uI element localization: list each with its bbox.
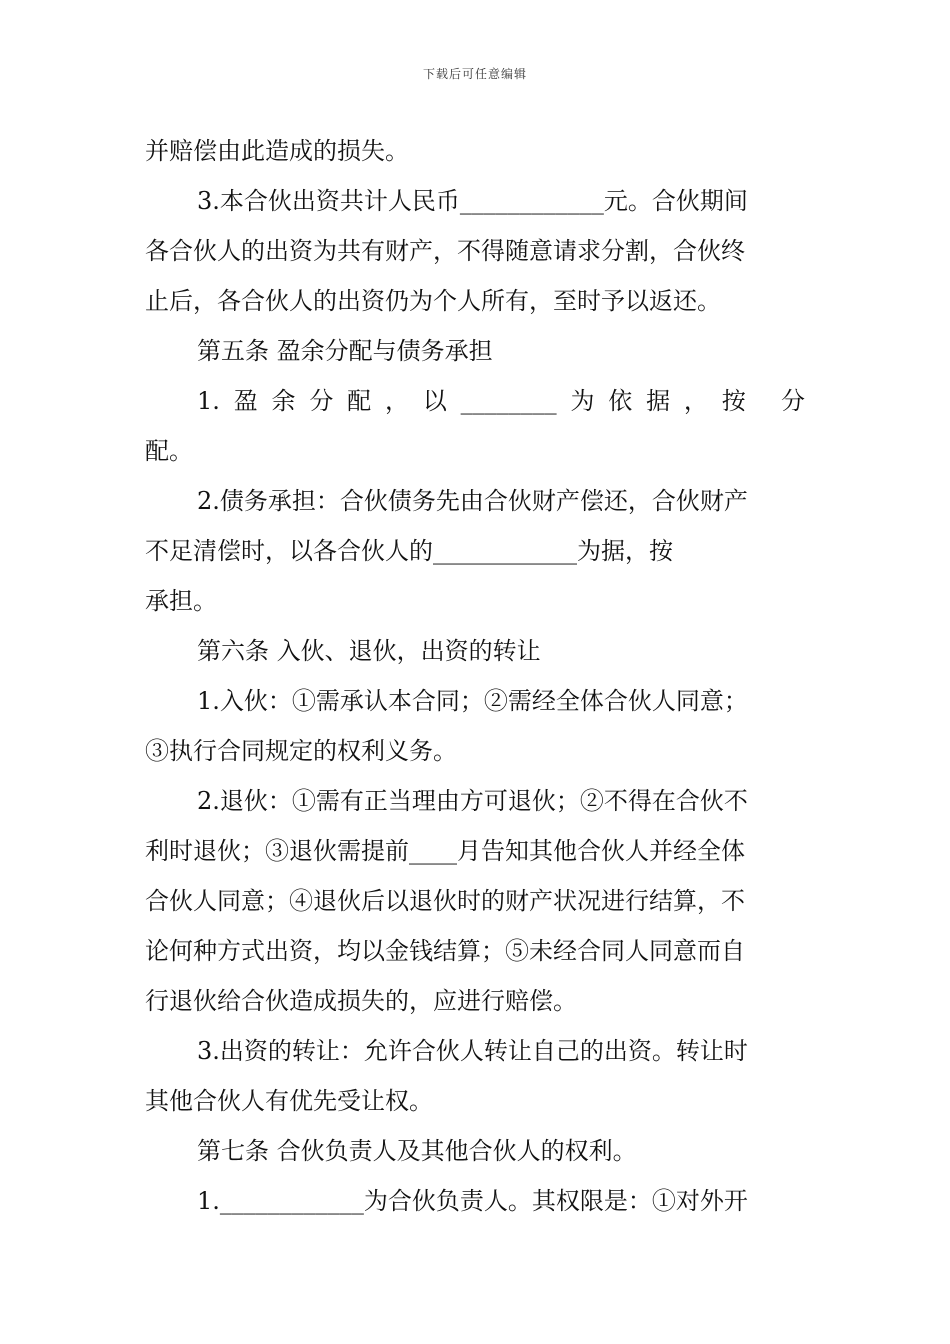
text-line: ③执行合同规定的权利义务。 (145, 737, 457, 765)
text-line: 各合伙人的出资为共有财产，不得随意请求分割，合伙终 (145, 237, 745, 265)
text-line: 3.出资的转让：允许合伙人转让自己的出资。转让时 (197, 1037, 748, 1065)
text-line: 不足清偿时，以各合伙人的____________为据，按 (145, 537, 673, 565)
text-line: 配。 (145, 437, 193, 465)
text-line: 3.本合伙出资共计人民币____________元。合伙期间 (197, 187, 748, 215)
section-heading: 第六条 入伙、退伙，出资的转让 (197, 637, 541, 665)
section-heading: 第五条 盈余分配与债务承担 (197, 337, 493, 365)
text-line: 1.盈余分配，以________为依据，按 分 (197, 387, 805, 415)
header-note: 下载后可任意编辑 (422, 67, 527, 81)
text-line: 并赔偿由此造成的损失。 (145, 137, 409, 165)
text-line: 1.____________为合伙负责人。其权限是：①对外开 (197, 1187, 748, 1215)
section-heading: 第七条 合伙负责人及其他合伙人的权利。 (197, 1137, 637, 1165)
text-line: 其他合伙人有优先受让权。 (145, 1087, 433, 1115)
text-line: 止后，各合伙人的出资仍为个人所有，至时予以返还。 (145, 287, 721, 315)
text-line: 行退伙给合伙造成损失的，应进行赔偿。 (145, 987, 577, 1015)
text-line: 论何种方式出资，均以金钱结算；⑤未经合同人同意而自 (145, 937, 745, 965)
text-line: 合伙人同意；④退伙后以退伙时的财产状况进行结算，不 (145, 887, 745, 915)
document-body (145, 126, 805, 1226)
text-line: 1.入伙：①需承认本合同；②需经全体合伙人同意； (197, 687, 748, 715)
text-line: 2.退伙：①需有正当理由方可退伙；②不得在合伙不 (197, 787, 748, 815)
text-line: 2.债务承担：合伙债务先由合伙财产偿还，合伙财产 (197, 487, 748, 515)
text-line: 利时退伙；③退伙需提前____月告知其他合伙人并经全体 (145, 837, 745, 865)
text-line: 承担。 (145, 587, 217, 615)
